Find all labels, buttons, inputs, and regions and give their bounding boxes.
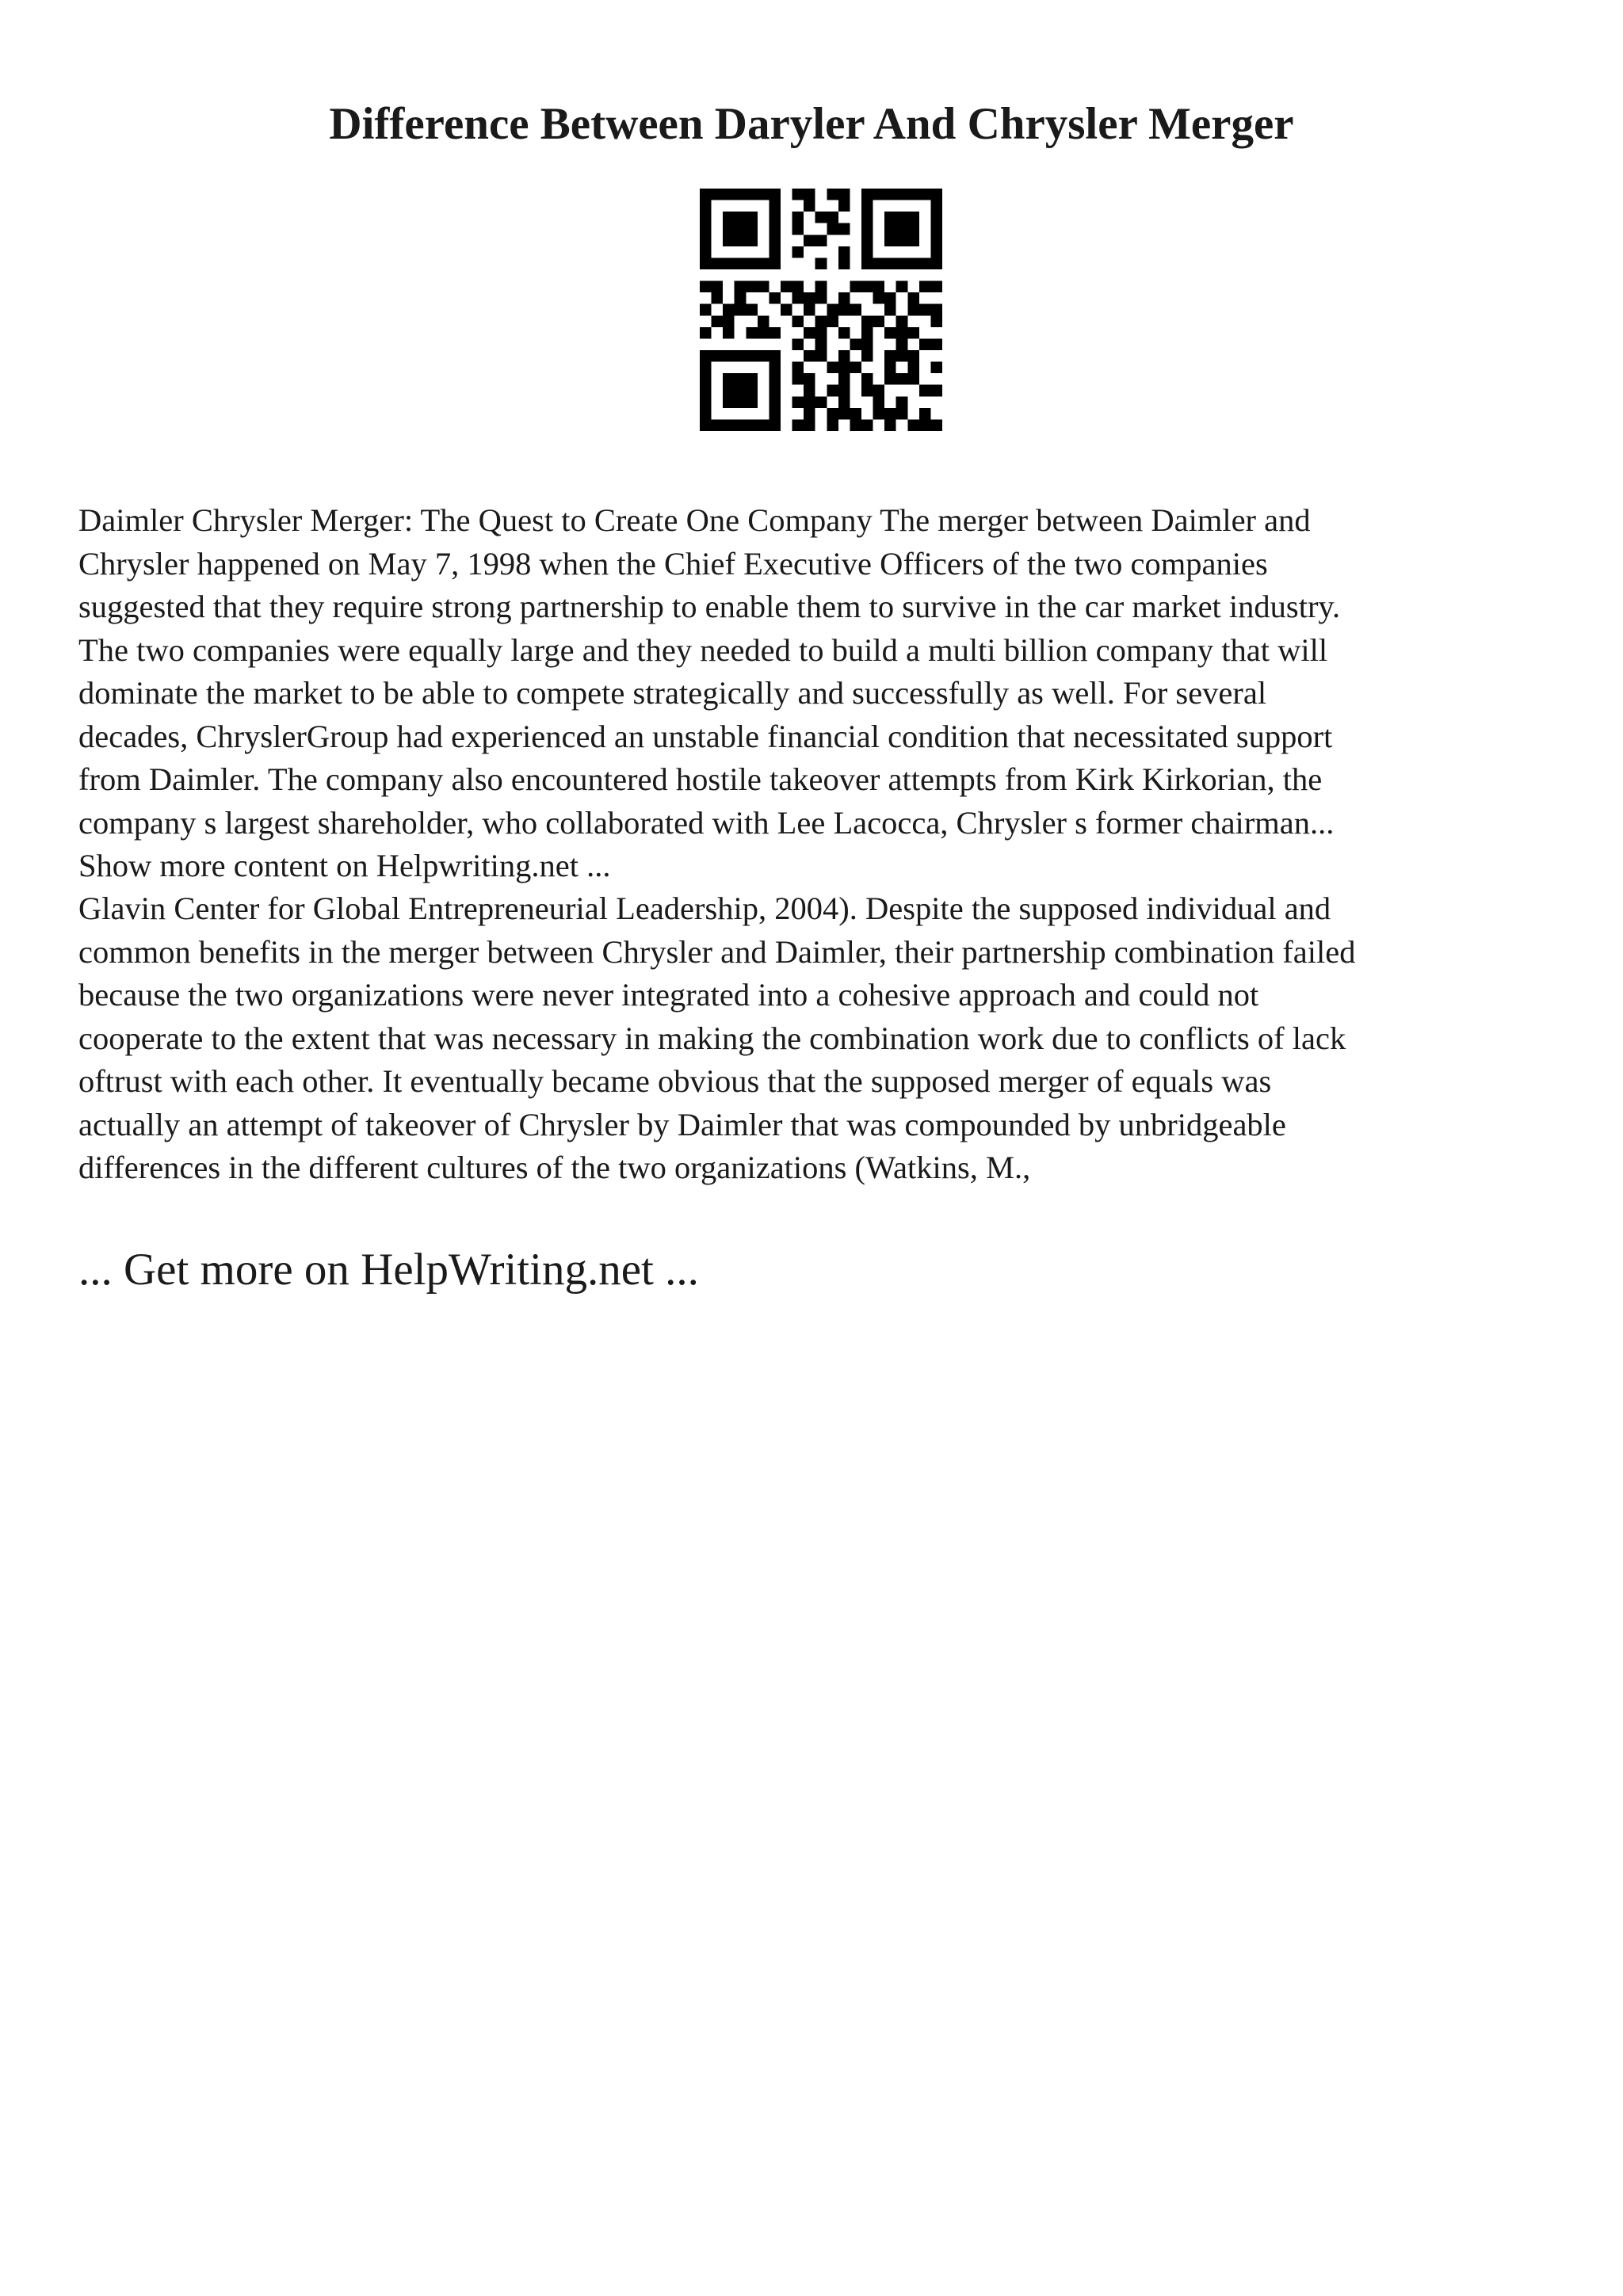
text-line: The two companies were equally large and they needed to build a multi billion company that will bbox=[78, 631, 1328, 668]
intro-paragraph bbox=[78, 499, 1568, 888]
text-line: common benefits in the merger between Chrysler and Daimler, their partnership combination failed bbox=[78, 933, 1356, 970]
text-line: from Daimler. The company also encountered hostile takeover attempts from Kirk Kirkorian, the bbox=[78, 761, 1323, 797]
get-more-link[interactable]: ... Get more on HelpWriting.net ... bbox=[78, 1245, 699, 1295]
text-line: oftrust with each other. It eventually became obvious that the supposed merger of equals was bbox=[78, 1063, 1272, 1099]
continuation-paragraph bbox=[78, 887, 1568, 1190]
text-line: differences in the different cultures of the two organizations (Watkins, M., bbox=[78, 1150, 1031, 1185]
text-line: suggested that they require strong partnership to enable them to survive in the car market industry. bbox=[78, 589, 1341, 624]
page-title: Difference Between Daryler And Chrysler Merger bbox=[329, 99, 1294, 149]
text-line: company s largest shareholder, who collaborated with Lee Lacocca, Chrysler s former chairman... bbox=[78, 804, 1335, 841]
text-line: Glavin Center for Global Entrepreneurial Leadership, 2004). Despite the supposed individual and bbox=[78, 891, 1331, 926]
text-line: because the two organizations were never integrated into a cohesive approach and could not bbox=[78, 977, 1259, 1013]
text-line: cooperate to the extent that was necessary in making the combination work due to conflicts of lack bbox=[78, 1020, 1346, 1056]
show-more-link[interactable]: Show more content on Helpwriting.net ... bbox=[78, 848, 611, 883]
text-line: decades, ChryslerGroup had experienced an unstable financial condition that necessitated support bbox=[78, 718, 1333, 754]
text-line: Daimler Chrysler Merger: The Quest to Create One Company The merger between Daimler and bbox=[78, 502, 1311, 538]
qr-code-icon bbox=[700, 189, 942, 431]
text-line: Chrysler happened on May 7, 1998 when the Chief Executive Officers of the two companies bbox=[78, 545, 1268, 582]
text-line: actually an attempt of takeover of Chrysler by Daimler that was compounded by unbridgeable bbox=[78, 1106, 1286, 1142]
text-line: dominate the market to be able to compete strategically and successfully as well. For several bbox=[78, 675, 1267, 711]
